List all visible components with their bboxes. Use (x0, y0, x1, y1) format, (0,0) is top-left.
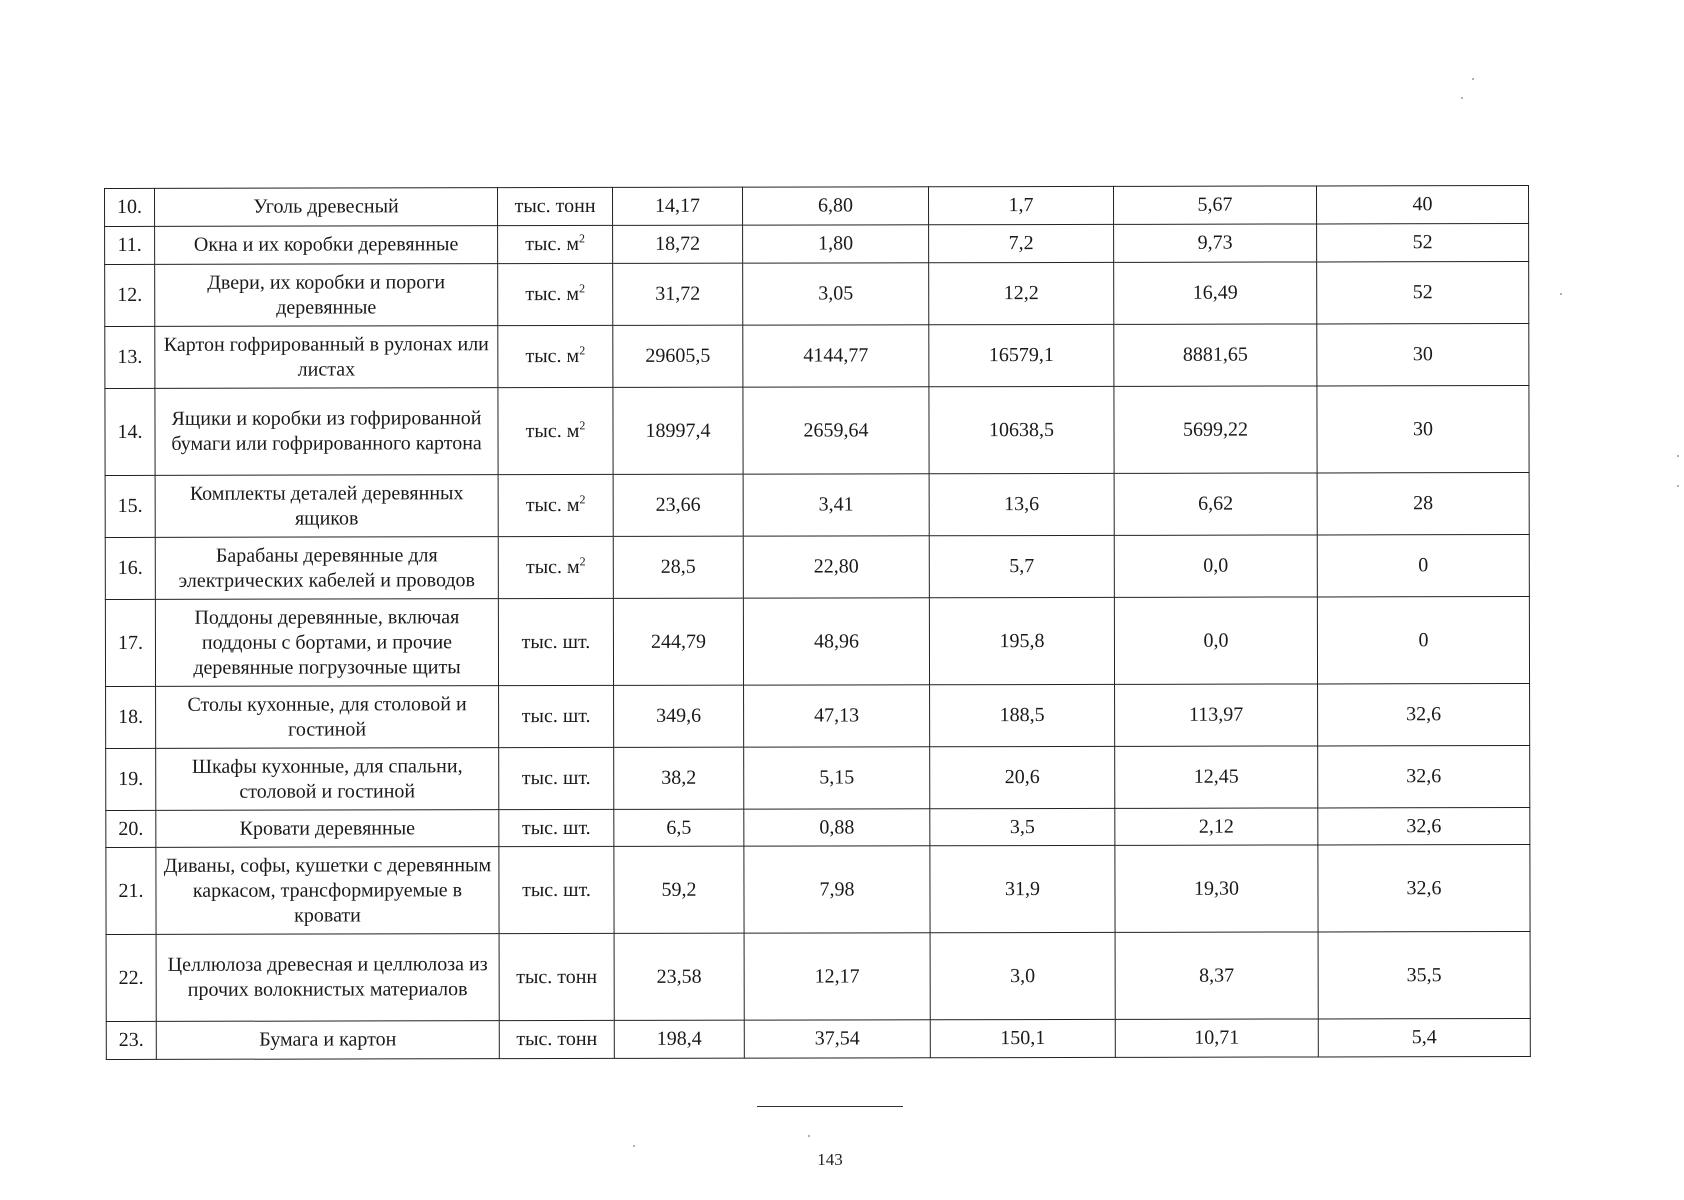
value-col-2: 4144,77 (743, 325, 929, 387)
item-name: Кровати деревянные (156, 810, 499, 848)
row-number: 16. (105, 537, 155, 599)
value-col-1: 18997,4 (613, 387, 743, 474)
unit-cell (498, 325, 613, 387)
table-row (106, 845, 1530, 935)
value-col-4: 12,45 (1115, 746, 1318, 808)
value-col-3: 5,7 (929, 535, 1114, 597)
scan-speck (633, 1145, 635, 1147)
scan-speck (1560, 293, 1562, 295)
page-number: 143 (817, 1150, 843, 1169)
unit-cell (498, 474, 613, 536)
unit-cell (498, 225, 613, 263)
scan-speck (1461, 97, 1463, 99)
value-col-2: 0,88 (744, 809, 930, 846)
row-number: 12. (105, 264, 155, 326)
table-row (105, 535, 1529, 600)
value-col-4: 5,67 (1113, 186, 1316, 224)
unit-text: тыс. тонн (516, 1027, 598, 1051)
value-col-1: 59,2 (614, 846, 744, 933)
value-col-2: 1,80 (743, 225, 929, 263)
unit-text: тыс. м (525, 233, 580, 256)
item-name: Целлюлоза древесная и целлюлоза из прочих волокнистых материалов (156, 934, 499, 1022)
unit-text: тыс. шт. (521, 630, 591, 653)
value-col-4: 10,71 (1115, 1019, 1318, 1057)
value-col-3: 16579,1 (929, 324, 1114, 386)
unit-cell (499, 1020, 614, 1058)
value-col-3: 12,2 (929, 262, 1114, 324)
table-row (105, 262, 1529, 327)
unit-superscript: 2 (579, 343, 586, 358)
footer-divider (757, 1106, 903, 1107)
value-col-5: 52 (1317, 224, 1529, 262)
value-col-1: 28,5 (613, 536, 743, 598)
value-col-1: 29605,5 (613, 325, 743, 387)
row-number: 19. (106, 748, 156, 810)
value-col-5: 0 (1317, 597, 1529, 684)
value-col-3: 3,5 (930, 808, 1115, 845)
item-name: Картон гофрированный в рулонах или листах (155, 326, 498, 389)
value-col-5: 32,6 (1318, 808, 1530, 845)
value-col-1: 23,66 (613, 474, 743, 536)
table-row (106, 808, 1530, 848)
value-col-2: 37,54 (744, 1020, 930, 1058)
value-col-4: 0,0 (1114, 597, 1317, 684)
value-col-4: 19,30 (1115, 845, 1318, 932)
value-col-2: 6,80 (742, 187, 928, 225)
value-col-5: 30 (1317, 324, 1529, 386)
unit-cell (499, 685, 614, 747)
value-col-1: 244,79 (613, 598, 743, 685)
value-col-2: 3,05 (743, 263, 929, 325)
value-col-3: 20,6 (930, 746, 1115, 808)
value-col-2: 47,13 (744, 685, 930, 747)
table-row (106, 1019, 1530, 1060)
row-number: 15. (105, 475, 155, 537)
table-body (105, 186, 1531, 1060)
unit-text: тыс. тонн (516, 965, 598, 988)
item-name: Шкафы кухонные, для спальни, столовой и гостиной (156, 748, 499, 811)
value-col-5: 52 (1317, 262, 1529, 324)
value-col-1: 6,5 (614, 809, 744, 846)
unit-superscript: 2 (579, 492, 586, 507)
value-col-3: 188,5 (930, 684, 1115, 746)
unit-superscript: 2 (578, 231, 585, 246)
value-col-5: 32,6 (1318, 746, 1530, 808)
value-col-4: 0,0 (1114, 535, 1317, 597)
table-row (105, 186, 1529, 227)
row-number: 22. (106, 934, 156, 1021)
value-col-1: 23,58 (614, 933, 744, 1020)
value-col-2: 2659,64 (743, 387, 929, 474)
row-number: 18. (106, 686, 156, 748)
row-number: 13. (105, 326, 155, 388)
value-col-4: 6,62 (1114, 473, 1317, 535)
unit-superscript: 2 (579, 281, 586, 296)
value-col-3: 195,8 (929, 597, 1114, 684)
value-col-5: 40 (1316, 186, 1528, 224)
unit-text: тыс. шт. (521, 704, 591, 728)
value-col-5: 32,6 (1318, 684, 1530, 746)
row-number: 10. (105, 188, 155, 226)
row-number: 23. (106, 1021, 156, 1059)
row-number: 21. (106, 847, 156, 934)
table-row (106, 746, 1530, 811)
unit-cell (498, 263, 613, 325)
unit-text: тыс. тонн (514, 194, 596, 218)
production-table (104, 185, 1531, 1060)
value-col-5: 28 (1317, 473, 1529, 535)
unit-cell (499, 933, 614, 1020)
value-col-4: 5699,22 (1114, 386, 1317, 473)
value-col-5: 32,6 (1318, 845, 1530, 932)
value-col-4: 9,73 (1114, 224, 1317, 262)
unit-text: тыс. м (525, 419, 580, 442)
unit-cell (498, 187, 613, 225)
unit-cell (499, 809, 614, 846)
scan-speck (1472, 78, 1474, 80)
value-col-4: 8881,65 (1114, 324, 1317, 386)
value-col-4: 8,37 (1115, 932, 1318, 1019)
table-row (106, 932, 1530, 1022)
item-name: Диваны, софы, кушетки с деревянным каркасом, трансформируемые в кровати (156, 847, 499, 935)
value-col-1: 31,72 (613, 263, 743, 325)
table-row (105, 473, 1529, 538)
value-col-5: 0 (1317, 535, 1529, 597)
value-col-3: 10638,5 (929, 386, 1114, 473)
value-col-1: 349,6 (614, 685, 744, 747)
value-col-2: 3,41 (743, 474, 929, 536)
table-row (105, 386, 1529, 476)
value-col-2: 7,98 (744, 846, 930, 933)
item-name: Окна и их коробки деревянные (155, 226, 498, 265)
value-col-1: 18,72 (613, 225, 743, 263)
value-col-3: 1,7 (928, 186, 1113, 224)
value-col-1: 38,2 (614, 747, 744, 809)
item-name: Уголь древесный (155, 188, 498, 227)
value-col-3: 3,0 (930, 932, 1115, 1019)
row-number: 14. (105, 388, 155, 475)
value-col-1: 198,4 (614, 1020, 744, 1058)
value-col-5: 35,5 (1318, 932, 1530, 1019)
item-name: Столы кухонные, для столовой и гостиной (156, 686, 499, 749)
scan-speck (1677, 485, 1679, 487)
row-number: 17. (105, 599, 155, 686)
value-col-2: 12,17 (744, 933, 930, 1020)
unit-text: тыс. шт. (521, 816, 591, 839)
unit-text: тыс. шт. (521, 766, 591, 790)
table-row (105, 597, 1529, 687)
unit-text: тыс. м (525, 345, 580, 368)
value-col-4: 113,97 (1115, 684, 1318, 746)
value-col-2: 48,96 (743, 598, 929, 685)
unit-cell (498, 536, 613, 598)
unit-text: тыс. шт. (522, 878, 591, 901)
unit-text: тыс. м (525, 283, 580, 306)
value-col-3: 13,6 (929, 473, 1114, 535)
value-col-4: 2,12 (1115, 808, 1318, 845)
unit-cell (499, 846, 614, 933)
table-row (106, 684, 1530, 749)
item-name: Комплекты деталей деревянных ящиков (155, 475, 498, 538)
scan-speck (808, 1135, 810, 1137)
table-row (105, 324, 1529, 389)
value-col-3: 31,9 (930, 845, 1115, 932)
unit-superscript: 2 (579, 554, 586, 569)
unit-cell (498, 598, 613, 685)
unit-cell (498, 387, 613, 474)
item-name: Бумага и картон (156, 1021, 499, 1060)
item-name: Двери, их коробки и пороги деревянные (155, 264, 498, 327)
item-name: Барабаны деревянные для электрических кабелей и проводов (155, 537, 498, 600)
table-row (105, 224, 1529, 265)
unit-superscript: 2 (579, 417, 586, 432)
unit-text: тыс. м (525, 556, 580, 579)
unit-text: тыс. м (525, 494, 580, 517)
value-col-5: 30 (1317, 386, 1529, 473)
value-col-5: 5,4 (1318, 1019, 1530, 1057)
value-col-4: 16,49 (1114, 262, 1317, 324)
item-name: Ящики и коробки из гофрированной бумаги или гофрированного картона (155, 388, 498, 476)
value-col-3: 150,1 (930, 1019, 1115, 1057)
row-number: 11. (105, 226, 155, 264)
unit-cell (499, 747, 614, 809)
scan-speck (1677, 455, 1679, 457)
row-number: 20. (106, 810, 156, 847)
value-col-1: 14,17 (612, 187, 742, 225)
value-col-3: 7,2 (929, 224, 1114, 262)
value-col-2: 5,15 (744, 747, 930, 809)
item-name: Поддоны деревянные, включая поддоны с бортами, и прочие деревянные погрузочные щиты (155, 599, 498, 687)
value-col-2: 22,80 (743, 536, 929, 598)
